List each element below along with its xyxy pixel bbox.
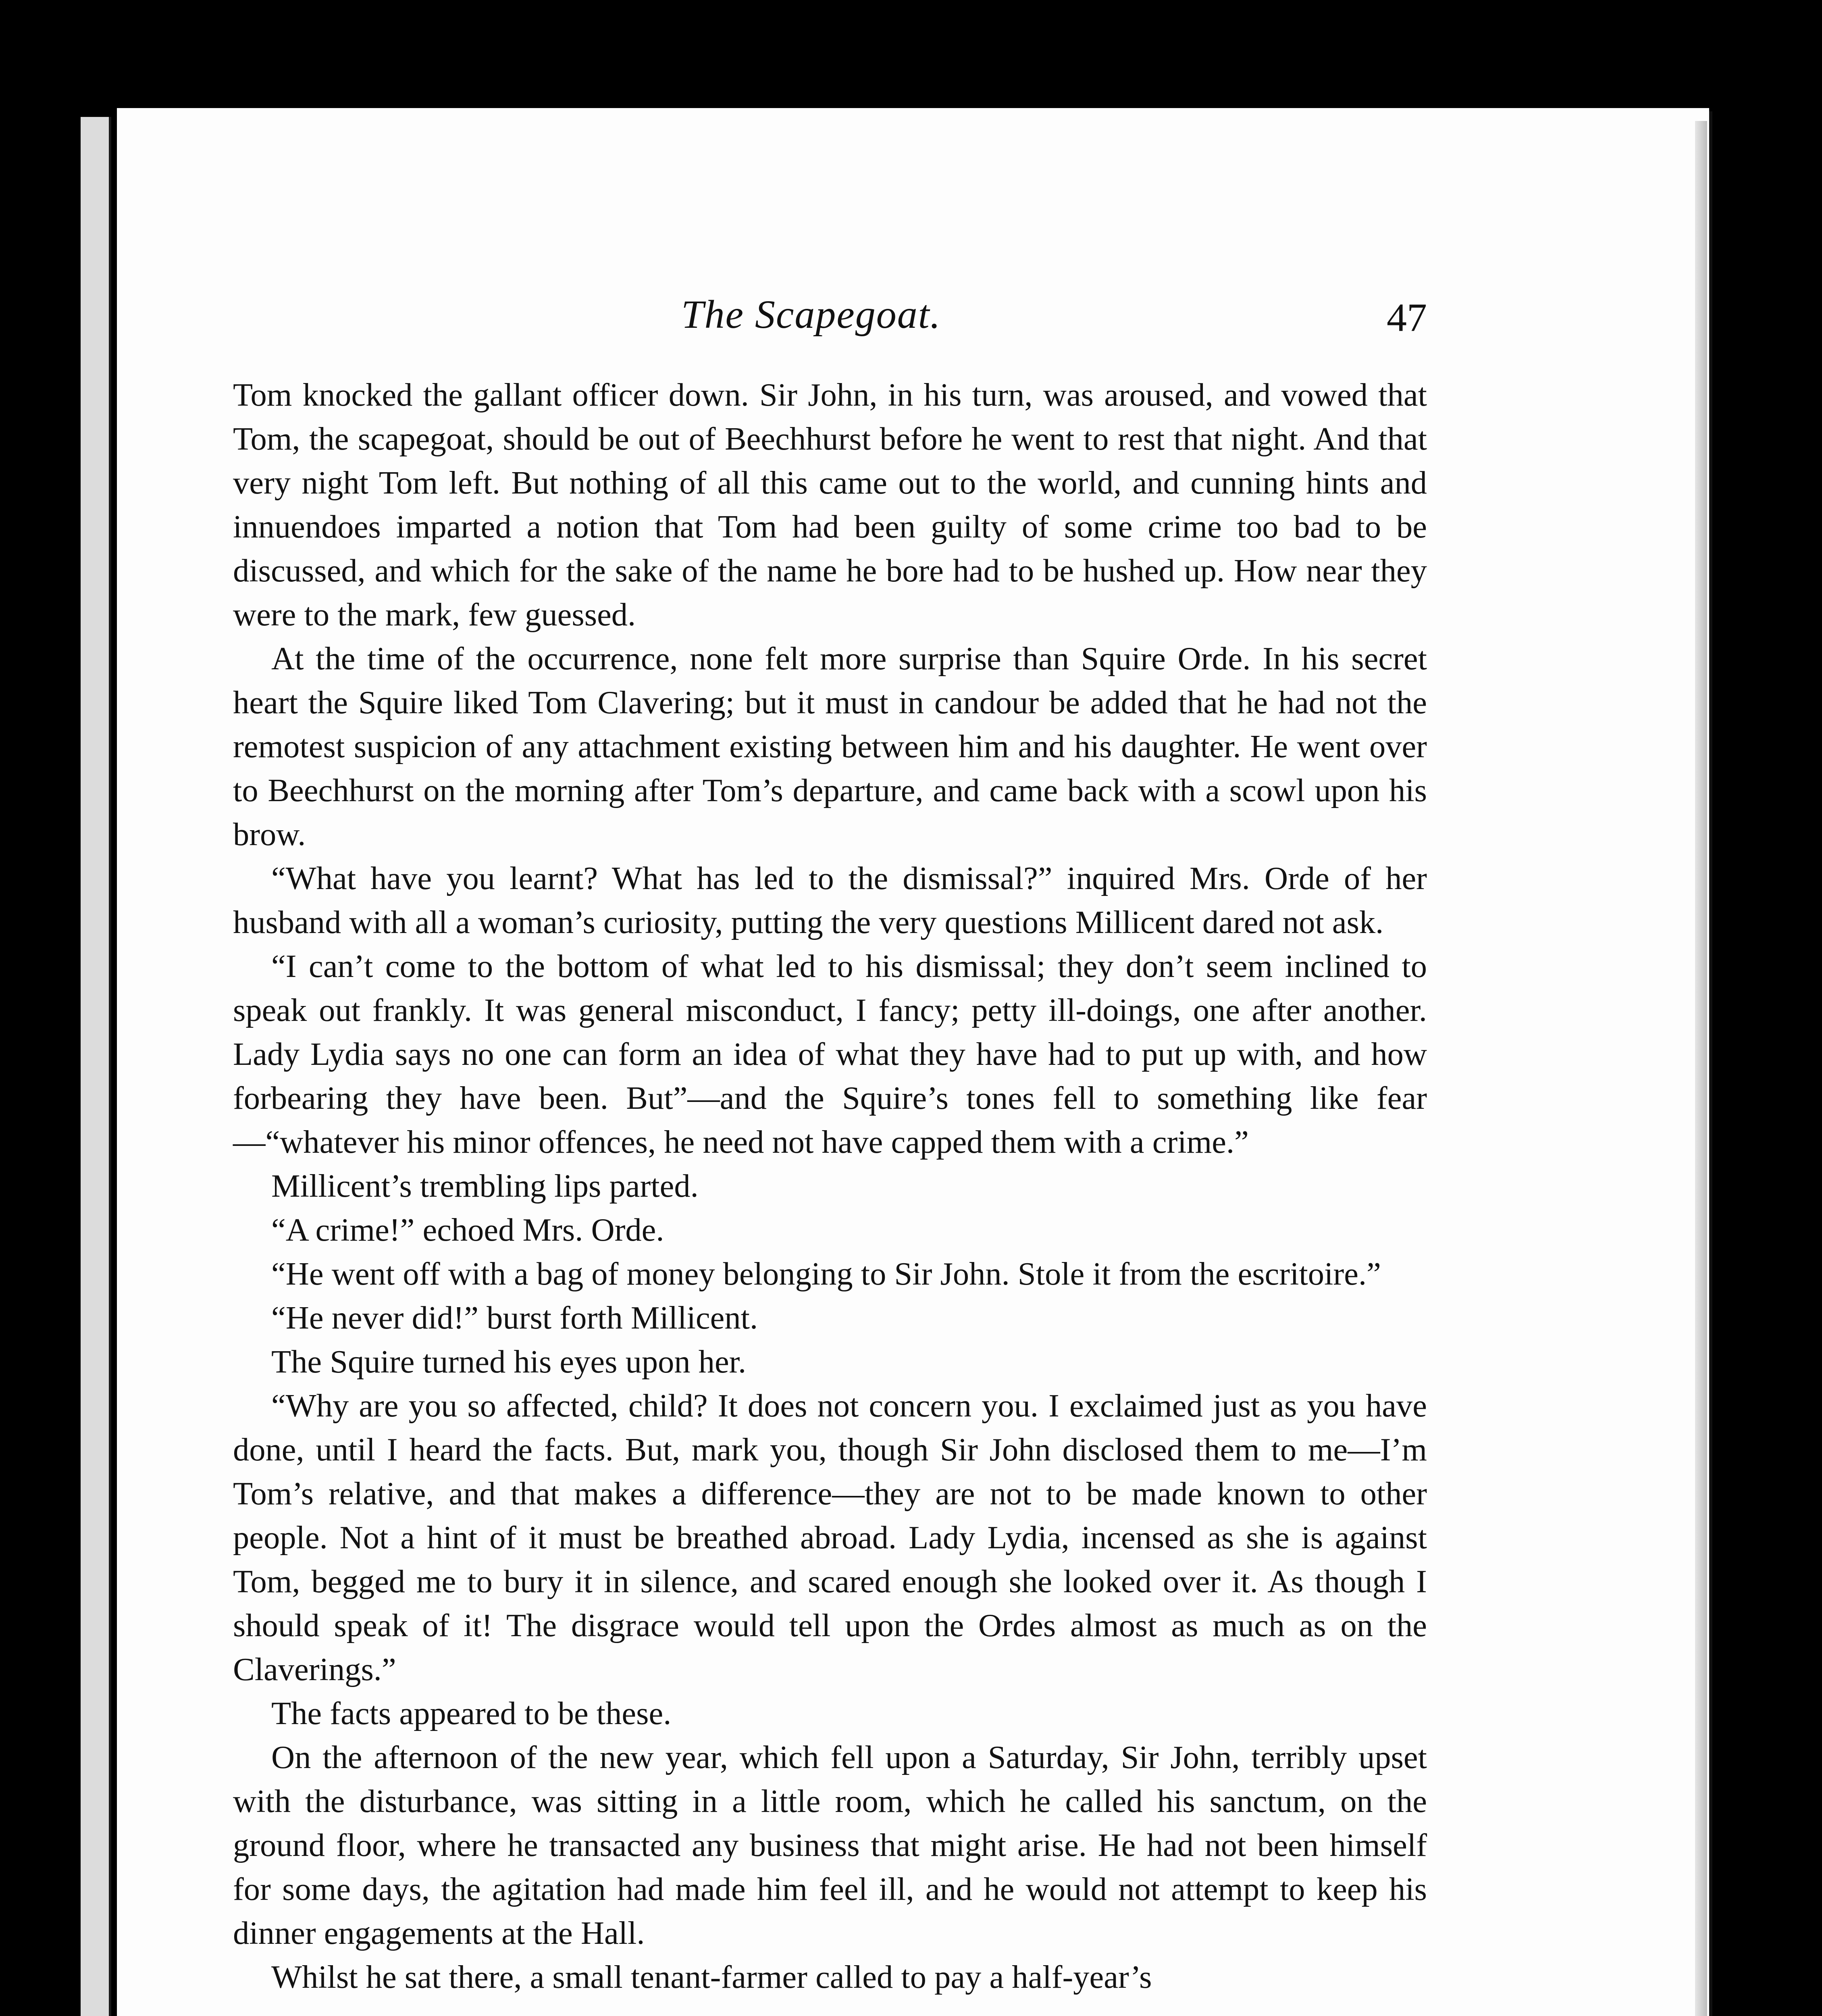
paragraph: “Why are you so affected, child? It does not concern you. I exclaimed just as you have done, until I heard the facts. But, mark you, though Sir John disclosed them to me—I’m Tom’s relative, and that makes a difference—they are not to be made known to other people. Not a hint of it must be breathed abroad. Lady Lydia, incensed as she is against Tom, begged me to bury it in silence, and scared enough she looked over it. As though I should speak of it! The disgrace would tell upon the Ordes almost as much as on the Claverings.” — [233, 1388, 1427, 1687]
page-number: 47 — [1387, 295, 1427, 340]
paragraph: Tom knocked the gallant officer down. Sir John, in his turn, was aroused, and vowed that Tom, the scapegoat, should be out of Beechhurst before he went to rest that night. And that very night Tom left. But nothing of all this came out to the world, and cunning hints and innuendoes imparted a notion that Tom had been guilty of some crime too bad to be discussed, and which for the sake of the name he bore had to be hushed up. How near they were to the mark, few guessed. — [233, 377, 1427, 633]
running-title: The Scapegoat. — [681, 292, 941, 337]
paragraph: The facts appeared to be these. — [271, 1695, 672, 1731]
paragraph: “He never did!” burst forth Millicent. — [271, 1300, 758, 1336]
paragraph: “What have you learnt? What has led to the dismissal?” inquired Mrs. Orde of her husband with all a woman’s curiosity, putting the very questions Millicent dared not ask. — [233, 860, 1427, 940]
paragraph: The Squire turned his eyes upon her. — [271, 1344, 747, 1380]
paragraph: Millicent’s trembling lips parted. — [271, 1168, 699, 1204]
paragraph: At the time of the occurrence, none felt more surprise than Squire Orde. In his secret heart the Squire liked Tom Clavering; but it must in candour be added that he had not the remotest suspicion of any attachment existing between him and his daughter. He went over to Beechhurst on the morning after Tom’s departure, and came back with a scowl upon his brow. — [233, 641, 1427, 852]
paragraph: “A crime!” echoed Mrs. Orde. — [271, 1212, 664, 1248]
page-header — [681, 291, 1427, 348]
previous-page-edge — [81, 117, 111, 2016]
paragraph: On the afternoon of the new year, which fell upon a Saturday, Sir John, terribly upset with the disturbance, was sitting in a little room, which he called his sanctum, on the ground floor, where he transacted any business that might arise. He had not been himself for some days, the agitation had made him feel ill, and he would not attempt to keep his dinner engagements at the Hall. — [233, 1739, 1427, 1951]
paragraph: “I can’t come to the bottom of what led to his dismissal; they don’t seem inclined to speak out frankly. It was general misconduct, I fancy; petty ill-doings, one after another. Lady Lydia says no one can form an idea of what they have had to put up with, and how forbearing they have been. But”—and the Squire’s tones fell to something like fear—“whatever his minor offences, he need not have capped them with a crime.” — [233, 948, 1427, 1160]
body-text — [233, 373, 1427, 1999]
page-edge-shadow — [1695, 121, 1707, 2016]
paragraph: Whilst he sat there, a small tenant-farmer called to pay a half-year’s — [271, 1959, 1152, 1995]
paragraph: “He went off with a bag of money belonging to Sir John. Stole it from the escritoire.” — [271, 1256, 1381, 1292]
